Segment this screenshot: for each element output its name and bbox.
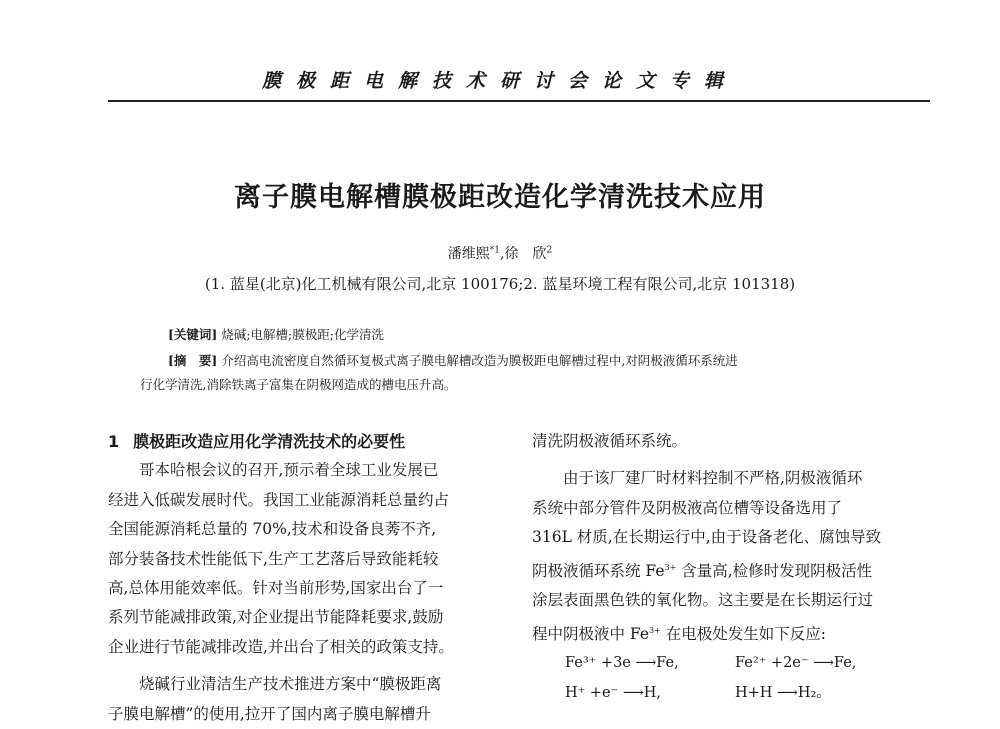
text-fragment: 含量高,检修时发现阴极活性 xyxy=(676,561,873,580)
equation: H+H ⟶H₂。 xyxy=(735,684,831,701)
section-title: 膜极距改造应用化学清洗技术的必要性 xyxy=(133,432,406,451)
text-line: 316L 材质,在长期运行中,由于设备老化、腐蚀导致 xyxy=(532,528,882,547)
text-line: 经进入低碳发展时代。我国工业能源消耗总量约占 xyxy=(108,490,450,509)
text-line: 企业进行节能减排改造,并出台了相关的政策支持。 xyxy=(108,637,454,656)
fe3-superscript: 3+ xyxy=(664,562,677,572)
keywords-label: [关键词] xyxy=(168,327,218,342)
text-line: 烧碱行业清洁生产技术推进方案中“膜极距离 xyxy=(139,675,442,694)
author-1-mark: *1 xyxy=(489,245,501,256)
keywords xyxy=(168,323,948,347)
equation: H⁺ +e⁻ ⟶H, xyxy=(565,684,661,701)
running-header: 膜极距电解技术研讨会论文专辑 xyxy=(261,70,738,92)
equation: Fe²⁺ +2e⁻ ⟶Fe, xyxy=(735,655,857,672)
equation: Fe³⁺ +3e ⟶Fe, xyxy=(565,655,679,672)
text-line: 系列节能减排政策,对企业提出节能降耗要求,鼓励 xyxy=(108,608,444,627)
author-2: 徐 欣 xyxy=(504,246,547,262)
abstract-line-2: 行化学清洗,消除铁离子富集在阴极网造成的槽电压升高。 xyxy=(140,377,457,392)
abstract-text-1: 介绍高电流密度自然循环复极式离子膜电解槽改造为膜极距电解槽过程中,对阴极液循环系统进 xyxy=(221,353,738,368)
text-line: 全国能源消耗总量的 70%,技术和设备良莠不齐, xyxy=(108,520,437,539)
text-line: 子膜电解槽”的使用,拉开了国内离子膜电解槽升 xyxy=(108,704,431,723)
paragraph-1 xyxy=(108,456,508,662)
text-line: 涂层表面黑色铁的氧化物。这主要是在长期运行过 xyxy=(532,591,874,610)
text-fragment: 在电极处发生如下反应: xyxy=(660,624,826,643)
keywords-text: 烧碱;电解槽;膜极距;化学清洗 xyxy=(221,327,384,342)
section-heading xyxy=(108,427,508,456)
fe3-superscript: 3+ xyxy=(649,625,661,635)
paragraph-3 xyxy=(532,464,932,649)
abstract xyxy=(140,349,920,397)
text-line: 由于该厂建厂时材料控制不严格,阴极液循环 xyxy=(563,469,863,488)
paragraph-gap xyxy=(108,662,508,670)
paragraph-gap xyxy=(532,456,932,464)
text-fragment: 阴极液循环系统 Fe xyxy=(532,561,665,580)
right-column xyxy=(532,427,932,708)
text-line: 部分装备技术性能低下,生产工艺落后导致能耗较 xyxy=(108,549,439,568)
section-number: 1 xyxy=(108,432,120,451)
text-line: 系统中部分管件及阴极液高位槽等设备选用了 xyxy=(532,498,843,517)
text-line: 哥本哈根会议的召开,预示着全球工业发展已 xyxy=(139,461,439,480)
author-2-mark: 2 xyxy=(546,245,553,256)
paper-title: 离子膜电解槽膜极距改造化学清洗技术应用 xyxy=(234,182,766,213)
author-separator: , xyxy=(500,246,505,262)
paragraph-continued xyxy=(532,427,932,456)
author-line xyxy=(0,243,1000,263)
abstract-label: [摘 要] xyxy=(168,353,218,368)
abstract-line-1 xyxy=(140,349,920,373)
text-line-reaction xyxy=(532,616,932,650)
equation-row-1 xyxy=(532,649,932,678)
affiliations: (1. 蓝星(北京)化工机械有限公司,北京 100176;2. 蓝星环境工程有限公司,北京 101318) xyxy=(204,275,796,293)
paragraph-2 xyxy=(108,670,508,729)
header-rule xyxy=(108,100,930,102)
text-line: 高,总体用能效率低。针对当前形势,国家出台了一 xyxy=(108,579,444,598)
text-line: 清洗阴极液循环系统。 xyxy=(532,432,688,450)
equation-row-2 xyxy=(532,679,932,708)
author-1: 潘维熙 xyxy=(447,246,490,262)
left-column xyxy=(108,427,508,729)
text-line-fe xyxy=(532,553,932,587)
text-fragment: 程中阴极液中 Fe xyxy=(532,624,650,643)
